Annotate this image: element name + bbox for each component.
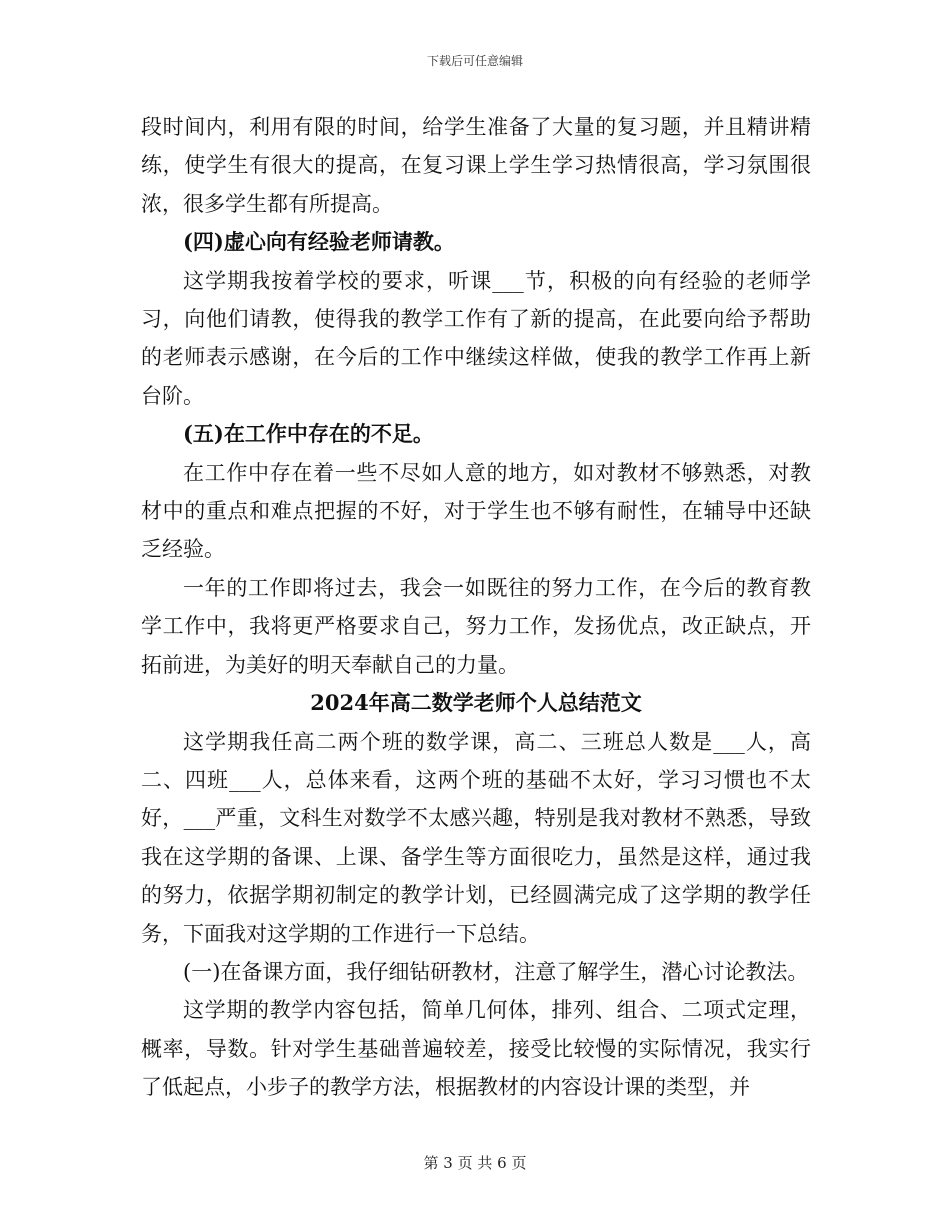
paragraph-lesson-prep: (一)在备课方面，我仔细钻研教材，注意了解学生，潜心讨论教法。 bbox=[183, 959, 809, 984]
page-header-note: 下载后可任意编辑 bbox=[426, 54, 523, 68]
paragraph-content: 这学期的教学内容包括，简单几何体，排列、组合、二项式定理，概率，导数。针对学生基础普遍较差，接受比较慢的实际情况，我实行了低起点，小步子的教学方法，根据教材的内容设计课的类型，并 bbox=[141, 998, 811, 1100]
paragraph-intro: 这学期我任高二两个班的数学课，高二、三班总人数是___人，高二、四班___人，总体来看，这两个班的基础不太好，学习习惯也不太好，___严重，文科生对数学不太感兴趣，特别是我对教材不熟悉，导致我在这学期的备课、上课、备学生等方面很吃力，虽然是这样，通过我的努力，依据学期初制定的教学计划，已经圆满完成了这学期的教学任务，下面我对这学期的工作进行一下总结。 bbox=[141, 729, 811, 946]
paragraph-conclusion: 一年的工作即将过去，我会一如既往的努力工作，在今后的教育教学工作中，我将更严格要求自己，努力工作，发扬优点，改正缺点，开拓前进，为美好的明天奉献自己的力量。 bbox=[141, 575, 811, 677]
section-heading-5: (五)在工作中存在的不足。 bbox=[183, 421, 434, 447]
section-heading-4: (四)虚心向有经验老师请教。 bbox=[183, 229, 455, 255]
paragraph-continuation: 段时间内，利用有限的时间，给学生准备了大量的复习题，并且精讲精练，使学生有很大的提高，在复习课上学生学习热情很高，学习氛围很浓，很多学生都有所提高。 bbox=[141, 115, 811, 216]
paragraph-shortcomings: 在工作中存在着一些不尽如人意的地方，如对教材不够熟悉，对教材中的重点和难点把握的不好，对于学生也不够有耐性，在辅导中还缺乏经验。 bbox=[141, 460, 811, 562]
document-title: 2024年高二数学老师个人总结范文 bbox=[310, 690, 642, 716]
page-number: 第 3 页 共 6 页 bbox=[423, 1154, 527, 1172]
paragraph-learning: 这学期我按着学校的要求，听课___节，积极的向有经验的老师学习，向他们请教，使得我的教学工作有了新的提高，在此要向给予帮助的老师表示感谢，在今后的工作中继续这样做，使我的教学工作再上新台阶。 bbox=[141, 268, 811, 408]
document-body bbox=[141, 108, 811, 1107]
